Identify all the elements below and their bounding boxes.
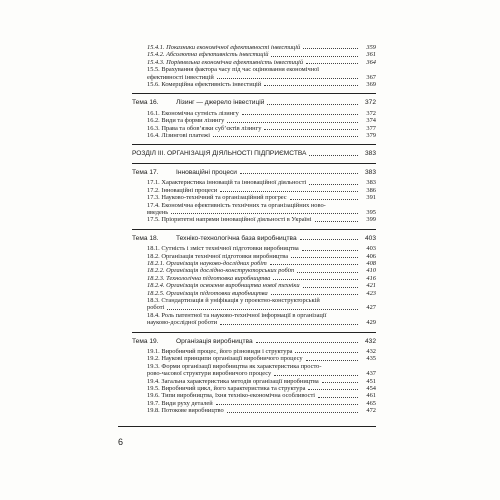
toc-entry: [132, 267, 376, 274]
topic-number: Тема 18.: [132, 234, 159, 242]
dot-leader: [271, 294, 358, 295]
entry-label: 18.2.1. Організація науково-дослідних робіт: [147, 259, 267, 267]
entry-page: 461: [366, 392, 376, 400]
entry-label: 19.4. Загальна характеристика методів організації виробництва: [147, 377, 319, 385]
entry-label: 15.4.2. Абсолютна ефективність інвестицій: [147, 51, 269, 59]
dot-leader: [227, 412, 358, 413]
topic-page: 432: [364, 337, 376, 345]
entry-label: 18.2.5. Організація підготовки виробництва: [147, 289, 268, 297]
topic-title: Інноваційні процеси: [176, 168, 237, 176]
entry-page: 403: [366, 245, 376, 253]
entry-page: 416: [366, 274, 376, 282]
dot-leader: [256, 342, 358, 343]
divider: [132, 229, 376, 230]
toc-entry: [132, 378, 376, 385]
toc-entry: [132, 125, 376, 132]
divider: [132, 144, 376, 145]
dot-leader: [264, 85, 358, 86]
entry-label: 17.3. Науково-технічний та організаційний прогрес: [147, 194, 287, 202]
entry-label: 17.5. Пріоритетні напрями інноваційної діяльності в Україні: [147, 216, 312, 224]
entry-page: 377: [366, 124, 376, 132]
dot-leader: [273, 279, 358, 280]
entry-label-line1: 15.5. Врахування фактора часу під час оцінювання економічної: [147, 66, 320, 74]
toc-entry: [132, 59, 376, 66]
entry-page: 369: [366, 81, 376, 89]
toc-entry: [132, 132, 376, 139]
toc-entry: [132, 179, 376, 186]
entry-page: 386: [366, 186, 376, 194]
entry-label: 18.2.2. Організація дослідно-конструкторських робіт: [147, 267, 295, 275]
entry-page: 421: [366, 282, 376, 290]
section-page: 383: [364, 150, 376, 158]
toc-entry: [132, 407, 376, 414]
entry-continuation: [132, 209, 376, 216]
entry-label: 19.6. Типи виробництва, їхня техніко-економічна особливості: [147, 392, 316, 400]
dot-leader: [271, 56, 358, 57]
toc-entry: [132, 392, 376, 399]
topic-label: [132, 99, 267, 106]
topic-title: Техніко-технологічна база виробництва: [176, 234, 297, 242]
entry-page: 429: [366, 319, 376, 327]
toc-entry-multiline: [132, 202, 376, 217]
toc-entry: [132, 110, 376, 117]
page-number: 6: [118, 437, 124, 447]
dot-leader: [291, 257, 358, 258]
entry-page: 408: [366, 259, 376, 267]
dot-leader: [309, 184, 358, 185]
entry-label: 15.4.1. Показники економічної ефективності інвестицій: [147, 44, 301, 51]
topic-title: Організація виробництва: [176, 337, 253, 345]
dot-leader: [213, 136, 358, 137]
entry-page: 435: [366, 355, 376, 363]
entry-page: 423: [366, 289, 376, 297]
entry-label: 15.4.3. Порівняльна економічна ефективність інвестицій: [147, 58, 304, 66]
entry-label: 18.2.4. Організація освоєння виробництва нової техніки: [147, 282, 300, 290]
toc-entry: [132, 385, 376, 392]
toc-entry: [132, 260, 376, 267]
dot-leader: [295, 352, 358, 353]
topic-page: 403: [364, 234, 376, 242]
entry-label-line1: 19.3. Форми організації виробництва як характеристика просто-: [147, 362, 322, 370]
entry-continuation: [132, 304, 376, 311]
entry-page: 399: [366, 216, 376, 224]
topic-page: 383: [364, 168, 376, 176]
entry-label: 16.3. Права та обов’язки суб’єктів лізингу: [147, 124, 262, 132]
entry-page: 364: [366, 58, 376, 66]
toc-entry: [132, 216, 376, 223]
entry-page: 451: [366, 377, 376, 385]
entry-page: 432: [366, 348, 376, 355]
dot-leader: [270, 264, 358, 265]
entry-label: 16.2. Види та форми лізингу: [147, 117, 225, 125]
topic-label: [132, 169, 240, 176]
entry-label-line1: 17.4. Економічна ефективність технічних та організаційних ново-: [147, 201, 326, 209]
entry-continuation: [132, 370, 376, 377]
topic-number: Тема 16.: [132, 99, 159, 107]
entry-page: 391: [366, 194, 376, 202]
entry-label: 16.1. Економічна сутність лізингу: [147, 109, 239, 117]
entry-page: 361: [366, 51, 376, 59]
entry-page: 472: [366, 407, 376, 415]
entry-continuation: [132, 319, 376, 326]
entry-page: 395: [366, 208, 376, 216]
topic-label: [132, 235, 300, 242]
section-heading: [132, 150, 376, 157]
dot-leader: [318, 397, 358, 398]
toc-entry: [132, 400, 376, 407]
dot-leader: [240, 173, 358, 174]
dot-leader: [297, 272, 358, 273]
toc-entry: [132, 51, 376, 58]
entry-label-line2: ефективності інвестицій: [147, 73, 214, 81]
dot-leader: [309, 155, 358, 156]
toc-entry: [132, 187, 376, 194]
divider: [132, 93, 376, 94]
topic-label: [132, 338, 256, 345]
dot-leader: [264, 129, 358, 130]
entry-page: 374: [366, 117, 376, 125]
entry-label-line1: 18.3. Стандартизація й уніфікація у проектно-конструкторській: [147, 296, 320, 304]
toc-entry-multiline: [132, 297, 376, 312]
topic-heading: [132, 338, 376, 345]
dot-leader: [267, 104, 358, 105]
dot-leader: [303, 287, 358, 288]
toc-entry: [132, 282, 376, 289]
entry-label: 16.4. Лізингові платежі: [147, 132, 211, 140]
toc-entry: [132, 245, 376, 252]
dot-leader: [308, 389, 358, 390]
entry-label: 15.6. Комерційна ефективність інвестицій: [147, 81, 262, 89]
entry-label-line2: роботі: [147, 304, 165, 312]
entry-label-line2: рово-часової структури виробничого процесу: [147, 370, 272, 378]
toc-entry: [132, 355, 376, 362]
toc-entry-multiline: [132, 312, 376, 327]
toc-entry-multiline: [132, 363, 376, 378]
entries-15-4: [132, 44, 376, 66]
entry-page: 383: [366, 179, 376, 187]
section-title: РОЗДІЛ III. ОРГАНІЗАЦІЯ ДІЯЛЬНОСТІ ПІДПРИЄМСТВА: [132, 150, 307, 158]
entry-page: 427: [366, 304, 376, 312]
topic-page: 372: [364, 99, 376, 107]
dot-leader: [290, 199, 358, 200]
entry-label: 19.8. Потокове виробництво: [147, 407, 224, 415]
entry-label-line1: 18.4. Роль патентної та науково-технічної інформації в організації: [147, 311, 327, 319]
entry-label: 18.2. Організація технічної підготовки виробництва: [147, 252, 289, 260]
dot-leader: [315, 221, 359, 222]
dot-leader: [171, 213, 358, 214]
entry-page: 367: [366, 73, 376, 81]
divider: [132, 163, 376, 164]
entry-page: 406: [366, 252, 376, 260]
dot-leader: [306, 360, 358, 361]
entry-continuation: [132, 74, 376, 81]
entry-page: 372: [366, 109, 376, 117]
dot-leader: [302, 250, 358, 251]
topic-heading: [132, 235, 376, 242]
entry-label: 17.1. Характеристика інновацій та інноваційної діяльності: [147, 179, 307, 187]
entry-label-line2: введень: [147, 208, 169, 216]
toc-entry: [132, 290, 376, 297]
dot-leader: [274, 375, 358, 376]
entry-page: 379: [366, 132, 376, 140]
dot-leader: [220, 191, 358, 192]
entry-label: 17.2. Інноваційні процеси: [147, 186, 218, 194]
entry-label: 18.1. Сутність і зміст технічної підготовки виробництва: [147, 245, 299, 253]
topic-heading: [132, 99, 376, 106]
toc-entry: [132, 81, 376, 88]
toc-entry: [132, 117, 376, 124]
dot-leader: [242, 114, 358, 115]
entry-label-line2: науково-дослідної роботи: [147, 319, 218, 327]
topic-title: Лізинг — джерело інвестицій: [176, 99, 265, 107]
entry-page: 359: [366, 44, 376, 51]
entry-page: 437: [366, 370, 376, 378]
dot-leader: [300, 239, 358, 240]
toc-entry: [132, 275, 376, 282]
dot-leader: [306, 63, 358, 64]
divider: [132, 332, 376, 333]
entry-page: 465: [366, 399, 376, 407]
table-of-contents: [132, 44, 376, 415]
entry-page: 410: [366, 267, 376, 275]
toc-entry: [132, 194, 376, 201]
entry-page: 454: [366, 385, 376, 393]
dot-leader: [303, 48, 358, 49]
topic-number: Тема 19.: [132, 337, 159, 345]
topic-heading: [132, 169, 376, 176]
dot-leader: [322, 382, 358, 383]
entry-label: 19.7. Види руху деталей: [147, 399, 213, 407]
entry-label: 19.1. Виробничий процес, його різновиди і структура: [147, 348, 293, 355]
toc-entry-multiline: [132, 66, 376, 81]
dot-leader: [217, 78, 358, 79]
toc-entry: [132, 348, 376, 355]
entry-label: 18.2.3. Технологічна підготовка виробництва: [147, 274, 271, 282]
toc-entry: [132, 253, 376, 260]
dot-leader: [220, 324, 358, 325]
dot-leader: [216, 404, 358, 405]
entry-label: 19.5. Виробничий цикл, його характеристика та структура: [147, 385, 306, 393]
dot-leader: [167, 309, 358, 310]
toc-entry: [132, 44, 376, 51]
topic-number: Тема 17.: [132, 168, 159, 176]
footer-divider: [118, 426, 376, 427]
dot-leader: [227, 122, 358, 123]
entry-label: 19.2. Наукові принципи організації виробничого процесу: [147, 355, 303, 363]
